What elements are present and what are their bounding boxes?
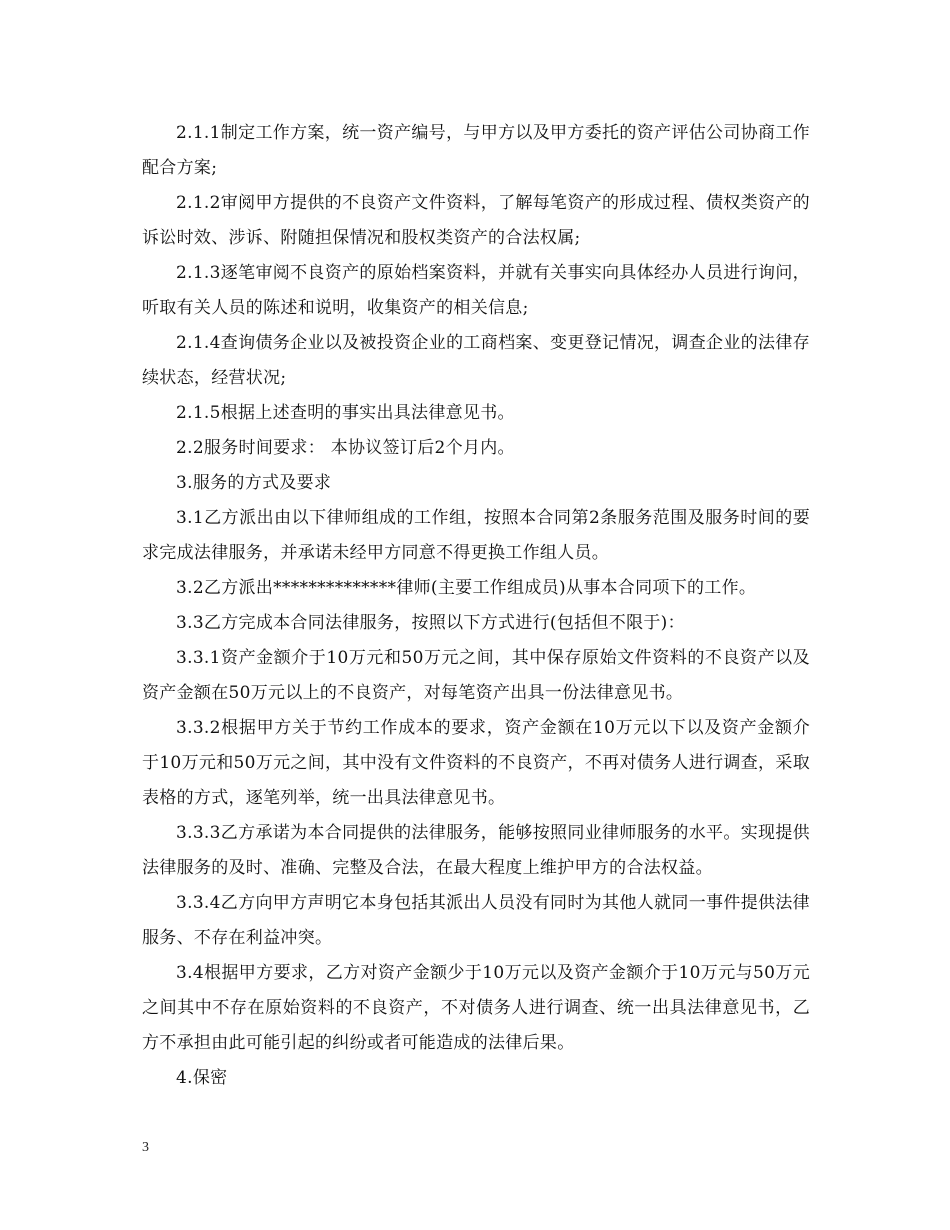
paragraph-3-3: 3.3乙方完成本合同法律服务，按照以下方式进行(包括但不限于)： [176, 613, 685, 633]
paragraph-2-1-2: 2.1.2审阅甲方提供的不良资产文件资料，了解每笔资产的形成过程、债权类资产的诉讼时效、涉诉、附随担保情况和股权类资产的合法权属; [142, 193, 810, 248]
paragraph-2-1-5: 2.1.5根据上述查明的事实出具法律意见书。 [176, 403, 515, 423]
paragraph-2-2: 2.2服务时间要求： 本协议签订后2个月内。 [176, 438, 515, 458]
paragraph-3-3-1: 3.3.1资产金额介于10万元和50万元之间，其中保存原始文件资料的不良资产以及资产金额在50万元以上的不良资产，对每笔资产出具一份法律意见书。 [142, 648, 810, 703]
paragraph-2-1-4: 2.1.4查询债务企业以及被投资企业的工商档案、变更登记情况，调查企业的法律存续状态，经营状况; [142, 333, 810, 388]
paragraph-2-1-3: 2.1.3逐笔审阅不良资产的原始档案资料，并就有关事实向具体经办人员进行询问，听取有关人员的陈述和说明，收集资产的相关信息; [142, 263, 810, 318]
paragraph-3-3-3: 3.3.3乙方承诺为本合同提供的法律服务，能够按照同业律师服务的水平。实现提供法律服务的及时、准确、完整及合法，在最大程度上维护甲方的合法权益。 [142, 823, 810, 878]
section-heading-3: 3.服务的方式及要求 [176, 473, 332, 493]
paragraph-3-1: 3.1乙方派出由以下律师组成的工作组，按照本合同第2条服务范围及服务时间的要求完成法律服务，并承诺未经甲方同意不得更换工作组人员。 [142, 508, 810, 563]
document-body [142, 116, 810, 1096]
paragraph-3-4: 3.4根据甲方要求，乙方对资产金额少于10万元以及资产金额介于10万元与50万元之间其中不存在原始资料的不良资产，不对债务人进行调查、统一出具法律意见书，乙方不承担由此可能引起的纠纷或者可能造成的法律后果。 [142, 963, 810, 1053]
paragraph-3-3-2: 3.3.2根据甲方关于节约工作成本的要求，资产金额在10万元以下以及资产金额介于10万元和50万元之间，其中没有文件资料的不良资产，不再对债务人进行调查，采取表格的方式，逐笔列举，统一出具法律意见书。 [142, 718, 810, 808]
paragraph-3-2: 3.2乙方派出**************律师(主要工作组成员)从事本合同项下的工作。 [176, 578, 757, 598]
paragraph-3-3-4: 3.3.4乙方向甲方声明它本身包括其派出人员没有同时为其他人就同一事件提供法律服务、不存在利益冲突。 [142, 893, 810, 948]
page-number: 3 [142, 1140, 149, 1155]
paragraph-2-1-1: 2.1.1制定工作方案，统一资产编号，与甲方以及甲方委托的资产评估公司协商工作配合方案; [142, 123, 810, 178]
section-heading-4: 4.保密 [176, 1068, 228, 1088]
